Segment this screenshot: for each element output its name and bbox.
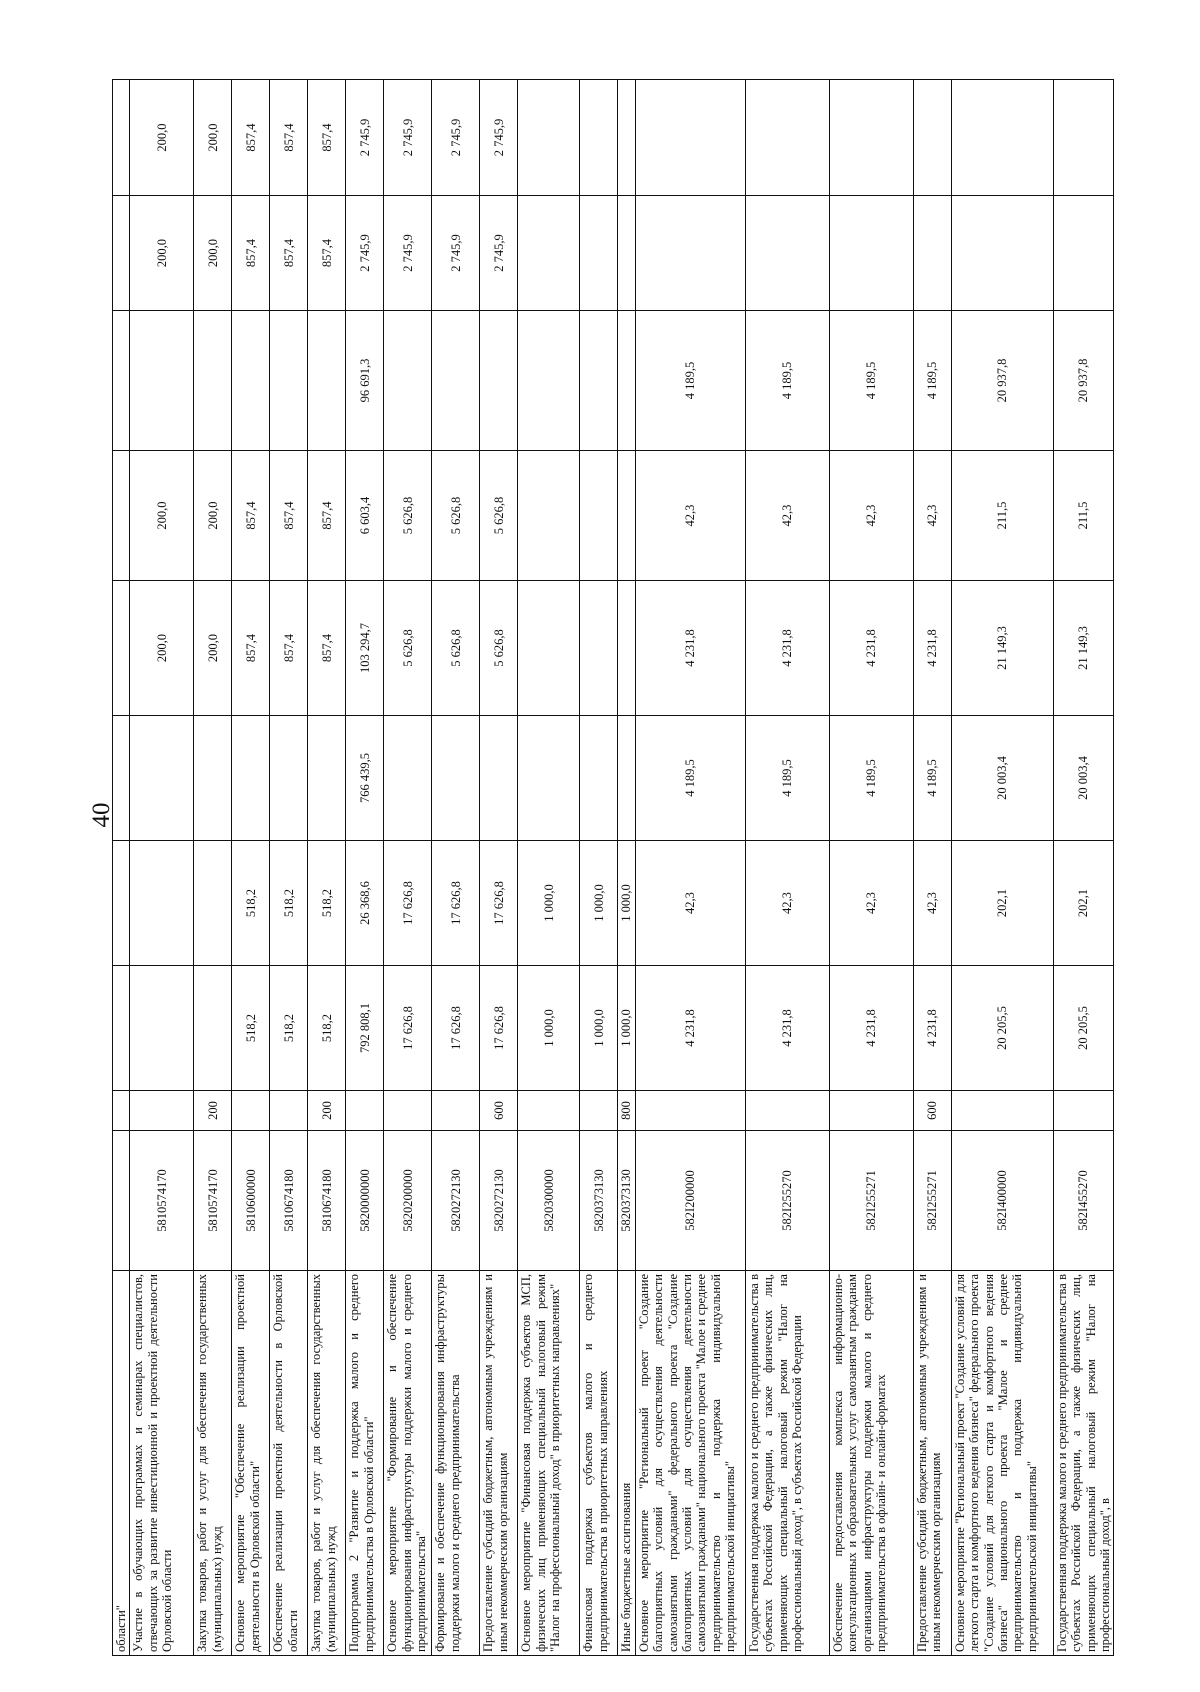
row-code-cell: 5820200000 bbox=[384, 1131, 432, 1271]
row-value-cell bbox=[194, 311, 232, 451]
row-value-cell: 4 189,5 bbox=[745, 311, 829, 451]
row-expense-type-cell bbox=[270, 1091, 308, 1131]
row-value-cell bbox=[432, 311, 480, 451]
row-expense-type-cell bbox=[113, 1091, 130, 1131]
row-code-cell: 5820000000 bbox=[346, 1131, 384, 1271]
row-value-cell bbox=[194, 966, 232, 1091]
row-name-cell: Государственная поддержка малого и среднего предпринимательства в субъектах Российской Федерации, а также физических лиц, применяющих специальный налоговый режим "Налог на профессиональный доход", в bbox=[1053, 1271, 1114, 1656]
table-row bbox=[635, 80, 745, 1656]
row-value-cell: 4 189,5 bbox=[635, 716, 745, 841]
row-value-cell: 26 368,6 bbox=[346, 841, 384, 966]
row-value-cell bbox=[618, 196, 635, 311]
row-code-cell: 582I400000 bbox=[951, 1131, 1053, 1271]
row-name-cell: Формирование и обеспечение функционирования инфраструктуры поддержки малого и среднего предпринимательства bbox=[432, 1271, 480, 1656]
row-value-cell: 5 626,8 bbox=[480, 451, 518, 581]
row-value-cell bbox=[384, 311, 432, 451]
row-expense-type-cell bbox=[346, 1091, 384, 1131]
row-expense-type-cell: 800 bbox=[618, 1091, 635, 1131]
table-row bbox=[518, 80, 580, 1656]
row-value-cell: 42,3 bbox=[745, 451, 829, 581]
row-value-cell bbox=[130, 841, 194, 966]
row-name-cell: Обеспечение предоставления комплекса информационно-консультационных и образовательных услуг самозанятым гражданам организациями инфраструктуры поддержки малого и среднего предпринимательства в офлайн- и онлайн-форматах bbox=[829, 1271, 913, 1656]
row-value-cell: 42,3 bbox=[829, 451, 913, 581]
row-value-cell: 211,5 bbox=[1053, 451, 1114, 581]
row-value-cell bbox=[113, 716, 130, 841]
row-value-cell: 42,3 bbox=[829, 841, 913, 966]
row-value-cell: 21 149,3 bbox=[1053, 581, 1114, 716]
row-value-cell bbox=[518, 196, 580, 311]
row-value-cell bbox=[580, 311, 618, 451]
row-value-cell: 4 231,8 bbox=[745, 581, 829, 716]
row-name-cell: Участие в обучающих программах и семинарах специалистов, отвечающих за развитие инвестиционной и проектной деятельности Орловской области bbox=[130, 1271, 194, 1656]
row-name-cell: Предоставление субсидий бюджетным, автономным учреждениям и иным некоммерческим организациям bbox=[913, 1271, 951, 1656]
row-value-cell: 4 231,8 bbox=[635, 966, 745, 1091]
row-value-cell: 1 000,0 bbox=[618, 841, 635, 966]
row-value-cell: 42,3 bbox=[913, 841, 951, 966]
row-value-cell: 200,0 bbox=[194, 80, 232, 196]
row-code-cell bbox=[113, 1131, 130, 1271]
row-value-cell: 518,2 bbox=[308, 841, 346, 966]
row-value-cell: 2 745,9 bbox=[346, 196, 384, 311]
row-value-cell: 1 000,0 bbox=[518, 841, 580, 966]
row-name-cell: Подпрограмма 2 "Развитие и поддержка малого и среднего предпринимательства в Орловской области" bbox=[346, 1271, 384, 1656]
row-code-cell: 5810574170 bbox=[130, 1131, 194, 1271]
row-name-cell: Закупка товаров, работ и услуг для обеспечения государственных (муниципальных) нужд bbox=[194, 1271, 232, 1656]
row-value-cell: 518,2 bbox=[232, 841, 270, 966]
row-value-cell: 200,0 bbox=[130, 581, 194, 716]
row-value-cell: 20 003,4 bbox=[1053, 716, 1114, 841]
row-value-cell bbox=[480, 716, 518, 841]
row-code-cell: 582I255271 bbox=[829, 1131, 913, 1271]
row-value-cell bbox=[130, 311, 194, 451]
row-name-cell: Основное мероприятие "Финансовая поддержка субъектов МСП, физических лиц применяющих специальный налоговый режим "Налог на профессиональный доход" в приоритетных направлениях" bbox=[518, 1271, 580, 1656]
row-value-cell: 857,4 bbox=[308, 196, 346, 311]
row-value-cell: 5 626,8 bbox=[432, 451, 480, 581]
row-value-cell: 200,0 bbox=[194, 581, 232, 716]
row-value-cell bbox=[829, 196, 913, 311]
row-value-cell: 2 745,9 bbox=[432, 80, 480, 196]
row-value-cell: 857,4 bbox=[270, 80, 308, 196]
row-name-cell: Основное мероприятие "Региональный проект "Создание условий для легкого старта и комфортного ведения бизнеса" федерального проекта "Создание условий для легкого старта и комфортного ведения бизнеса" национального проекта "Малое и среднее предпринимательство и поддержка индивидуальной предпринимательской инициативы" bbox=[951, 1271, 1053, 1656]
row-code-cell: 5820300000 bbox=[518, 1131, 580, 1271]
row-value-cell: 202,1 bbox=[951, 841, 1053, 966]
row-name-cell: Финансовая поддержка субъектов малого и среднего предпринимательства в приоритетных направлениях bbox=[580, 1271, 618, 1656]
row-value-cell: 4 231,8 bbox=[635, 581, 745, 716]
row-value-cell bbox=[113, 196, 130, 311]
row-code-cell: 5820373130 bbox=[580, 1131, 618, 1271]
row-code-cell: 582I255271 bbox=[913, 1131, 951, 1271]
row-value-cell: 17 626,8 bbox=[480, 966, 518, 1091]
row-value-cell bbox=[130, 716, 194, 841]
row-code-cell: 582I255270 bbox=[745, 1131, 829, 1271]
row-value-cell: 20 205,5 bbox=[951, 966, 1053, 1091]
row-value-cell: 200,0 bbox=[194, 196, 232, 311]
row-value-cell: 4 189,5 bbox=[635, 311, 745, 451]
row-name-cell: Основное мероприятие "Региональный проект "Создание благоприятных условий для осуществления деятельности самозанятыми гражданами" федерального проекта "Создание благоприятных условий для осуществления деятельности самозанятыми гражданами" национального проекта "Малое и среднее предпринимательство и поддержка индивидуальной предпринимательской инициативы" bbox=[635, 1271, 745, 1656]
row-code-cell: 582I455270 bbox=[1053, 1131, 1114, 1271]
budget-table bbox=[112, 79, 1114, 1656]
row-value-cell: 200,0 bbox=[130, 80, 194, 196]
row-value-cell: 857,4 bbox=[232, 80, 270, 196]
row-value-cell: 1 000,0 bbox=[580, 841, 618, 966]
row-value-cell bbox=[635, 196, 745, 311]
row-value-cell bbox=[618, 311, 635, 451]
table-row bbox=[580, 80, 618, 1656]
row-value-cell bbox=[113, 581, 130, 716]
row-name-cell: области" bbox=[113, 1271, 130, 1656]
row-value-cell bbox=[1053, 80, 1114, 196]
row-value-cell bbox=[518, 581, 580, 716]
row-value-cell: 17 626,8 bbox=[432, 841, 480, 966]
table-row bbox=[1053, 80, 1114, 1656]
row-value-cell bbox=[113, 80, 130, 196]
row-value-cell bbox=[618, 716, 635, 841]
row-value-cell bbox=[745, 80, 829, 196]
table-row bbox=[270, 80, 308, 1656]
row-value-cell: 17 626,8 bbox=[432, 966, 480, 1091]
row-value-cell bbox=[951, 196, 1053, 311]
row-value-cell: 6 603,4 bbox=[346, 451, 384, 581]
table-row bbox=[113, 80, 130, 1656]
table-row bbox=[384, 80, 432, 1656]
row-value-cell bbox=[432, 716, 480, 841]
row-value-cell: 1 000,0 bbox=[518, 966, 580, 1091]
row-value-cell: 2 745,9 bbox=[384, 80, 432, 196]
row-value-cell bbox=[113, 311, 130, 451]
row-value-cell bbox=[232, 716, 270, 841]
row-value-cell bbox=[618, 451, 635, 581]
row-value-cell bbox=[580, 451, 618, 581]
row-value-cell: 857,4 bbox=[270, 581, 308, 716]
row-value-cell bbox=[745, 196, 829, 311]
table-row bbox=[130, 80, 194, 1656]
row-code-cell: 5810674180 bbox=[270, 1131, 308, 1271]
row-value-cell: 5 626,8 bbox=[432, 581, 480, 716]
row-value-cell: 857,4 bbox=[308, 451, 346, 581]
table-row bbox=[194, 80, 232, 1656]
row-value-cell: 792 808,1 bbox=[346, 966, 384, 1091]
row-value-cell: 21 149,3 bbox=[951, 581, 1053, 716]
row-value-cell: 200,0 bbox=[130, 451, 194, 581]
row-value-cell: 42,3 bbox=[745, 841, 829, 966]
budget-table-rotated bbox=[112, 80, 1112, 1656]
row-value-cell: 518,2 bbox=[270, 966, 308, 1091]
row-value-cell: 4 231,8 bbox=[745, 966, 829, 1091]
row-value-cell: 2 745,9 bbox=[480, 80, 518, 196]
row-value-cell: 42,3 bbox=[635, 841, 745, 966]
row-value-cell: 200,0 bbox=[130, 196, 194, 311]
row-value-cell: 4 231,8 bbox=[913, 966, 951, 1091]
row-value-cell bbox=[270, 716, 308, 841]
row-code-cell: 5810600000 bbox=[232, 1131, 270, 1271]
row-expense-type-cell bbox=[518, 1091, 580, 1131]
row-value-cell: 17 626,8 bbox=[384, 841, 432, 966]
row-value-cell: 5 626,8 bbox=[384, 581, 432, 716]
row-value-cell bbox=[951, 80, 1053, 196]
row-expense-type-cell bbox=[1053, 1091, 1114, 1131]
row-value-cell: 518,2 bbox=[232, 966, 270, 1091]
row-value-cell bbox=[308, 311, 346, 451]
row-value-cell: 211,5 bbox=[951, 451, 1053, 581]
row-value-cell: 857,4 bbox=[232, 451, 270, 581]
row-value-cell bbox=[113, 841, 130, 966]
row-value-cell bbox=[518, 451, 580, 581]
row-name-cell: Обеспечение реализации проектной деятельности в Орловской области bbox=[270, 1271, 308, 1656]
row-value-cell bbox=[194, 716, 232, 841]
row-expense-type-cell bbox=[432, 1091, 480, 1131]
row-value-cell bbox=[194, 841, 232, 966]
row-code-cell: 5810674180 bbox=[308, 1131, 346, 1271]
table-row bbox=[618, 80, 635, 1656]
row-value-cell bbox=[580, 716, 618, 841]
row-expense-type-cell: 600 bbox=[913, 1091, 951, 1131]
row-name-cell: Государственная поддержка малого и среднего предпринимательства в субъектах Российской Федерации, а также физических лиц, применяющих специальный налоговый режим "Налог на профессиональный доход", в субъектах Российской Федерации bbox=[745, 1271, 829, 1656]
row-name-cell: Основное мероприятие "Обеспечение реализации проектной деятельности в Орловской области" bbox=[232, 1271, 270, 1656]
row-value-cell bbox=[480, 311, 518, 451]
row-value-cell: 20 937,8 bbox=[951, 311, 1053, 451]
row-value-cell: 200,0 bbox=[194, 451, 232, 581]
table-row bbox=[913, 80, 951, 1656]
table-row bbox=[480, 80, 518, 1656]
row-value-cell: 4 189,5 bbox=[829, 311, 913, 451]
row-value-cell bbox=[113, 451, 130, 581]
row-value-cell: 857,4 bbox=[270, 196, 308, 311]
row-name-cell: Иные бюджетные ассигнования bbox=[618, 1271, 635, 1656]
row-value-cell: 4 189,5 bbox=[745, 716, 829, 841]
row-value-cell: 103 294,7 bbox=[346, 581, 384, 716]
row-value-cell bbox=[913, 80, 951, 196]
row-value-cell bbox=[518, 716, 580, 841]
row-value-cell bbox=[270, 311, 308, 451]
row-value-cell bbox=[618, 581, 635, 716]
row-code-cell: 582I200000 bbox=[635, 1131, 745, 1271]
row-value-cell bbox=[1053, 196, 1114, 311]
row-value-cell bbox=[580, 581, 618, 716]
row-value-cell bbox=[580, 80, 618, 196]
row-value-cell: 2 745,9 bbox=[432, 196, 480, 311]
row-expense-type-cell: 600 bbox=[480, 1091, 518, 1131]
row-value-cell: 5 626,8 bbox=[480, 581, 518, 716]
row-value-cell: 42,3 bbox=[913, 451, 951, 581]
row-value-cell: 5 626,8 bbox=[384, 451, 432, 581]
row-name-cell: Предоставление субсидий бюджетным, автономным учреждениям и иным некоммерческим организациям bbox=[480, 1271, 518, 1656]
row-value-cell: 20 205,5 bbox=[1053, 966, 1114, 1091]
table-row bbox=[346, 80, 384, 1656]
row-value-cell bbox=[635, 80, 745, 196]
row-expense-type-cell bbox=[635, 1091, 745, 1131]
row-expense-type-cell bbox=[745, 1091, 829, 1131]
table-row bbox=[308, 80, 346, 1656]
row-expense-type-cell bbox=[232, 1091, 270, 1131]
table-body bbox=[113, 80, 1114, 1656]
row-value-cell bbox=[384, 716, 432, 841]
row-value-cell: 202,1 bbox=[1053, 841, 1114, 966]
row-value-cell: 4 189,5 bbox=[913, 716, 951, 841]
row-expense-type-cell: 200 bbox=[194, 1091, 232, 1131]
row-value-cell: 96 691,3 bbox=[346, 311, 384, 451]
row-name-cell: Закупка товаров, работ и услуг для обеспечения государственных (муниципальных) нужд bbox=[308, 1271, 346, 1656]
row-value-cell: 42,3 bbox=[635, 451, 745, 581]
row-expense-type-cell: 200 bbox=[308, 1091, 346, 1131]
row-value-cell: 4 189,5 bbox=[829, 716, 913, 841]
row-value-cell: 4 231,8 bbox=[829, 966, 913, 1091]
row-value-cell: 857,4 bbox=[308, 80, 346, 196]
row-value-cell: 857,4 bbox=[232, 581, 270, 716]
table-row bbox=[745, 80, 829, 1656]
row-value-cell: 2 745,9 bbox=[346, 80, 384, 196]
row-value-cell: 17 626,8 bbox=[384, 966, 432, 1091]
row-expense-type-cell bbox=[580, 1091, 618, 1131]
row-value-cell: 2 745,9 bbox=[480, 196, 518, 311]
row-code-cell: 5820272130 bbox=[480, 1131, 518, 1271]
page-number: 40 bbox=[88, 802, 115, 828]
row-name-cell: Основное мероприятие "Формирование и обеспечение функционирования инфраструктуры поддержки малого и среднего предпринимательства" bbox=[384, 1271, 432, 1656]
row-value-cell bbox=[113, 966, 130, 1091]
row-value-cell: 4 231,8 bbox=[829, 581, 913, 716]
row-value-cell: 518,2 bbox=[270, 841, 308, 966]
row-expense-type-cell bbox=[384, 1091, 432, 1131]
row-expense-type-cell bbox=[951, 1091, 1053, 1131]
row-value-cell: 2 745,9 bbox=[384, 196, 432, 311]
row-value-cell bbox=[232, 311, 270, 451]
row-value-cell: 20 003,4 bbox=[951, 716, 1053, 841]
row-value-cell: 766 439,5 bbox=[346, 716, 384, 841]
row-value-cell: 857,4 bbox=[232, 196, 270, 311]
row-value-cell: 857,4 bbox=[270, 451, 308, 581]
table-row bbox=[432, 80, 480, 1656]
row-expense-type-cell bbox=[829, 1091, 913, 1131]
row-value-cell: 1 000,0 bbox=[618, 966, 635, 1091]
row-value-cell bbox=[580, 196, 618, 311]
row-value-cell: 4 231,8 bbox=[913, 581, 951, 716]
row-value-cell bbox=[518, 80, 580, 196]
row-value-cell: 857,4 bbox=[308, 581, 346, 716]
row-value-cell bbox=[618, 80, 635, 196]
row-code-cell: 5820272130 bbox=[432, 1131, 480, 1271]
row-code-cell: 5820373130 bbox=[618, 1131, 635, 1271]
row-value-cell: 1 000,0 bbox=[580, 966, 618, 1091]
row-value-cell bbox=[130, 966, 194, 1091]
row-value-cell: 4 189,5 bbox=[913, 311, 951, 451]
row-value-cell bbox=[518, 311, 580, 451]
table-row bbox=[232, 80, 270, 1656]
row-value-cell: 17 626,8 bbox=[480, 841, 518, 966]
row-value-cell bbox=[829, 80, 913, 196]
row-value-cell bbox=[308, 716, 346, 841]
table-row bbox=[951, 80, 1053, 1656]
row-value-cell: 518,2 bbox=[308, 966, 346, 1091]
row-value-cell: 20 937,8 bbox=[1053, 311, 1114, 451]
row-expense-type-cell bbox=[130, 1091, 194, 1131]
table-row bbox=[829, 80, 913, 1656]
row-code-cell: 5810574170 bbox=[194, 1131, 232, 1271]
row-value-cell bbox=[913, 196, 951, 311]
